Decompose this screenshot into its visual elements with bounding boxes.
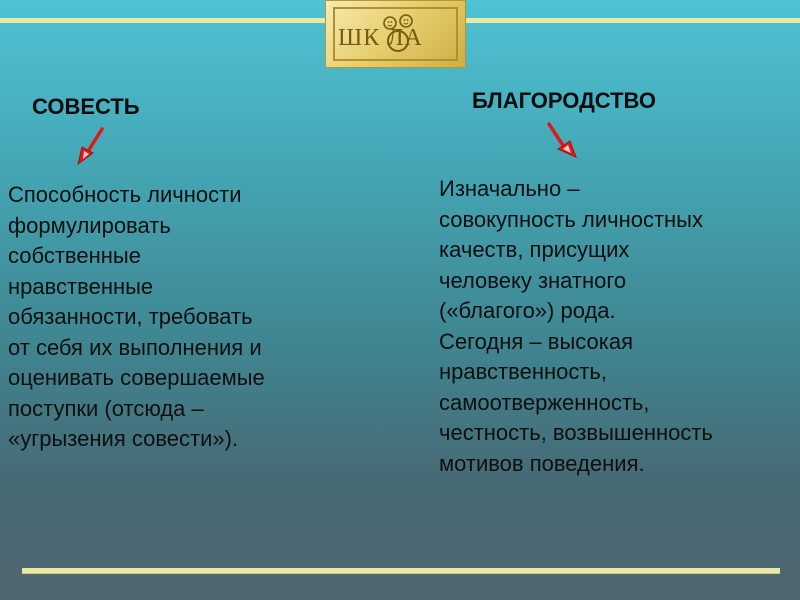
conscience-definition — [8, 180, 265, 455]
text-line: («благого») рода. — [439, 298, 616, 323]
text-line: нравственные — [8, 273, 154, 299]
text-line: совокупность личностных — [439, 206, 703, 232]
bottom-divider — [22, 568, 780, 573]
text-line: формулировать — [8, 212, 171, 238]
text-line: собственные — [8, 243, 141, 268]
text-line: обязанности, требовать — [8, 304, 253, 329]
school-logo-icon — [325, 0, 466, 68]
text-line: нравственность, — [439, 359, 607, 384]
text-line: Способность личности — [8, 182, 242, 207]
arrow-down-icon — [74, 126, 108, 168]
arrow-down-icon — [543, 120, 579, 162]
text-line: честность, возвышенность — [439, 420, 713, 445]
heading-nobility: БЛАГОРОДСТВО — [472, 88, 656, 113]
text-line: Сегодня – высокая — [439, 328, 634, 354]
text-line: поступки (отсюда – — [8, 395, 204, 421]
top-divider-right — [466, 18, 800, 23]
text-line: оценивать совершаемые — [8, 365, 265, 390]
nobility-definition — [439, 174, 713, 479]
text-line: качеств, присущих — [439, 237, 630, 262]
text-line: самоотверженность, — [439, 389, 650, 415]
text-line: «угрызения совести»). — [8, 426, 239, 451]
text-line: человеку знатного — [439, 267, 627, 293]
text-line: от себя их выполнения и — [8, 334, 262, 360]
logo-text: ШК ЛА — [338, 25, 423, 51]
heading-conscience: СОВЕСТЬ — [32, 94, 140, 119]
text-line: Изначально – — [439, 176, 580, 201]
text-line: мотивов поведения. — [439, 450, 645, 476]
top-divider-left — [0, 18, 325, 23]
